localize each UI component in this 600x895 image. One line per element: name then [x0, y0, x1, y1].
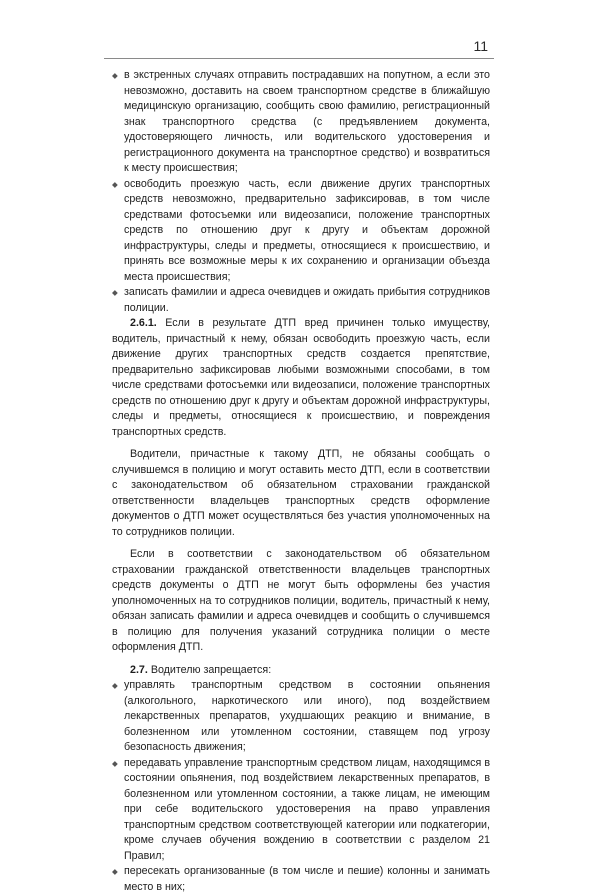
- paragraph-text: Водителю запрещается:: [150, 663, 272, 676]
- header-rule: [104, 58, 494, 59]
- paragraph: Водители, причастные к такому ДТП, не обязаны сообщать о случившемся в полицию и могут оставить место ДТП, если в соответствии с законодательством об обязательном страховании гражданской ответственности владельцев транспортных средств оформление документов о ДТП может осуществляться без участия уполномоченных на то сотрудников полиции.: [112, 448, 490, 538]
- list-item: [112, 678, 490, 756]
- section-paragraph-2-6-1: [112, 316, 490, 440]
- list-item-text: пересекать организованные (в том числе и пешие) колонны и занимать место в них;: [124, 865, 490, 893]
- list-item-text: в экстренных случаях отправить пострадавших на попутном, а если это невозможно, доставить на своем транспортном средстве в ближайшую медицинскую организацию, сообщить свою фамилию, регистрационный знак транспортного средства (с предъявлением документа, удостоверяющего личность, или водительского удостоверения и регистрационного документа на транспортное средство) и возвратиться к месту происшествия;: [124, 69, 490, 174]
- section-number: 2.6.1.: [130, 317, 157, 329]
- list-item: [112, 756, 490, 865]
- diamond-bullet-icon: ◆: [112, 71, 118, 80]
- list-item-text: передавать управление транспортным средством лицам, находящимся в состоянии опьянения, под воздействием лекарственных препаратов, в болезненном или утомленном состоянии, а также лицам, не имеющим при себе водительского удостоверения на право управления транспортным средством соответствующей категории или подкатегории, кроме случаев обучения вождению в соответствии с разделом 21 Правил;: [124, 756, 490, 862]
- section-number: 2.7.: [130, 663, 148, 676]
- list-item: [112, 177, 490, 286]
- paragraph-text: Если в результате ДТП вред причинен только имуществу, водитель, причастный к нему, обязан освободить проезжую часть, если движение других транспортных средств создается препятствие, предварительно зафиксировав любыми возможными способами, в том числе средствами фотосъемки или видеозаписи, положение транспортных средств по отношению друг к другу и объектам дорожной инфраструктуры, следы и предметы, относящиеся к происшествию, и повреждения транспортных средств.: [112, 317, 490, 438]
- diamond-bullet-icon: ◆: [112, 681, 118, 690]
- diamond-bullet-icon: ◆: [112, 758, 118, 768]
- list-item: [112, 68, 490, 177]
- list-item-text: освободить проезжую часть, если движение других транспортных средств невозможно, предварительно зафиксировав, в том числе средствами фотосъемки или видеозаписи, положение транспортных средств по отношению друг к другу и объектам дорожной инфраструктуры, следы и предметы, относящиеся к происшествию, и принять все возможные меры к их сохранению и организации объезда места происшествия;: [124, 177, 490, 283]
- page-number: 11: [473, 38, 488, 54]
- list-item: [112, 864, 490, 895]
- list-item-text: управлять транспортным средством в состоянии опьянения (алкогольного, наркотического или иного), под воздействием лекарственных препаратов, ухудшающих реакцию и внимание, в болезненном или утомленном состоянии, ставящем под угрозу безопасность движения;: [124, 679, 490, 753]
- diamond-bullet-icon: ◆: [112, 288, 118, 297]
- paragraph: Если в соответствии с законодательством об обязательном страховании гражданской ответственности владельцев транспортных средств документы о ДТП не могут быть оформлены без участия уполномоченных на то сотрудников полиции, водитель, причастный к нему, обязан записать фамилии и адреса очевидцев и сообщить о случившемся в полицию для получения указаний сотрудника полиции о месте оформления ДТП.: [112, 548, 490, 653]
- diamond-bullet-icon: ◆: [112, 867, 118, 876]
- page-body: [112, 68, 490, 895]
- section-paragraph-2-7: [112, 663, 490, 679]
- list-item: [112, 285, 490, 316]
- list-item-text: записать фамилии и адреса очевидцев и ожидать прибытия сотрудников полиции.: [124, 286, 490, 314]
- diamond-bullet-icon: ◆: [112, 179, 118, 189]
